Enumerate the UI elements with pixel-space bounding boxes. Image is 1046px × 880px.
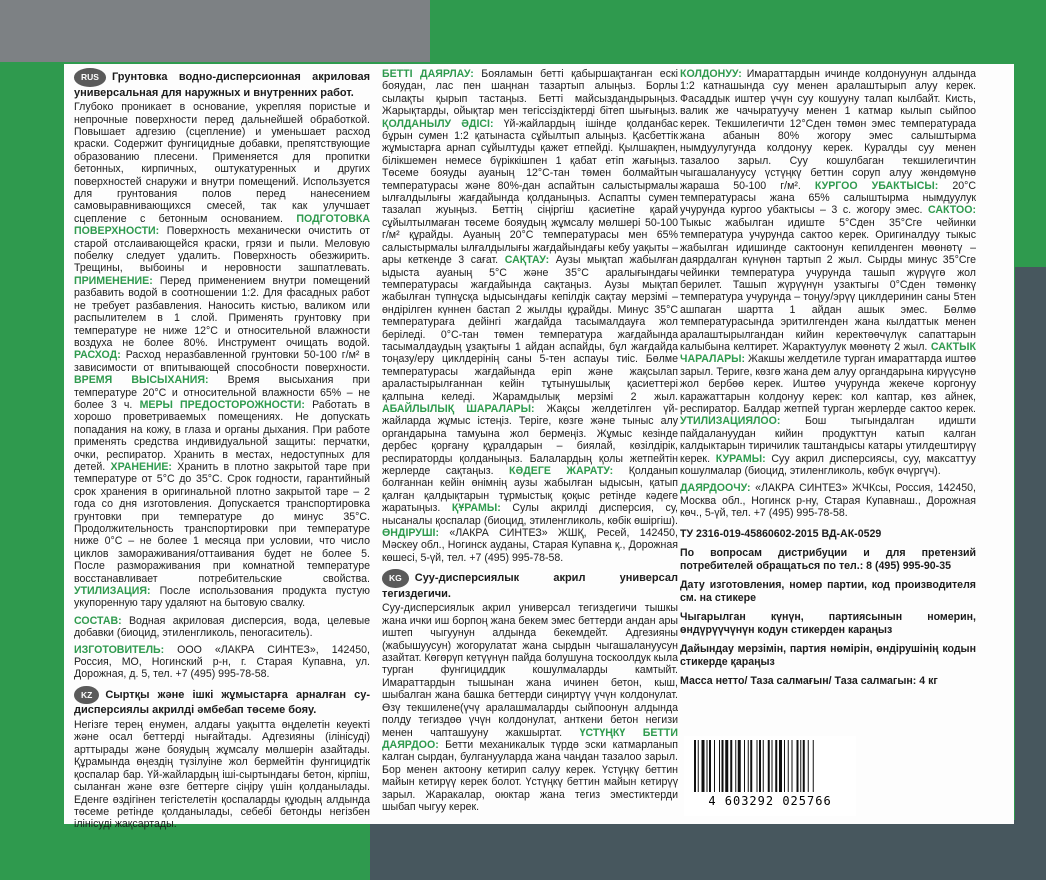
kz-disposal-text: Қолданып болғаннан кейін өнімнің аузы жабылған ыдысын, қатып қалған қалдықтарын тұрмыстық қоқыс ретінде кәдеге жаратыңыз. xyxy=(382,465,679,515)
production-date-kg: Чыгарылган күнүн, партиясынын номерин, өндүрүүчүнүн кодун стикерден караңыз xyxy=(680,610,976,636)
barcode-bar xyxy=(725,740,728,792)
column-1 xyxy=(74,68,370,836)
kg-manufacturer-text: «ЛАКРА СИНТЕЗ» ЖЧКсы, Россия, 142450, Москва обл., Ногинск р-ну, Старая Купавнаш., Дорожная көч., 5-үй, тел. +7 (495) 995-78-58. xyxy=(680,482,976,520)
kz-prep-text: Бояламын бетті қабыршақтанған ескі бояудан, лас пен шаңнан тазартып алыңыз. Борлы сылақты қырып тастаңыз. Бетті майсыздандырыңыз. Жарықтарды, ойықтар мен тегіссіздіктерді бітеп шығыңыз. xyxy=(382,68,678,118)
rus-consumption-heading: РАСХОД: xyxy=(74,349,121,362)
kz-intro: Негізге терең енумен, алдағы уақытта өңделетін кеуекті және осал беттерді нығайтады. Адгезияны (ілінісуді) арттырады және бояудың жұмсалу мөлшерін азайтады. Құрамында өңездің түзілуіне жол бермейтін фунгицидтік қоспалар бар. Үй-жайлардың іші-сыртындағы бетон, кірпіш, сыланған және өзге беттерге сіңіру үшін қолданылады. Еденге өздігінен тегістелетін қоспаларды құюдың алдында төсеме ретінде қолданылады, себебі бетонды негізбен ілінісуді жақсартады. xyxy=(74,719,370,831)
barcode-digits: 4 603292 025766 xyxy=(708,794,832,808)
kg-prep-text: Бетти механикалык түрдө эски катмарланып калган сырдан, булганууларда жана чаңдан тазалоо зарыл. Бор менен актоону кетирип салуу керек. Үстүңкү беттин майын кетирүү керек болот. Үстүңкү беттин майын кетирүү зарыл. Жаракалар, оюктар жана тегиз эместиктерди шыбап чыгуу керек. xyxy=(382,738,678,813)
kg-composition-text: Суу акрил дисперсиясы, суу, максаттуу кошулмалар (биоцид, этиленгликоль, көбүк өчүргүч). xyxy=(680,452,976,477)
kg-drying-heading: КУРГОО УБАКТЫСЫ: xyxy=(814,179,939,192)
barcode-bar xyxy=(694,740,696,792)
kg-safety-text: Жакшы желдетиле турган имараттарда иштөө зарыл. Териге, көзгө жана дем алуу органдарына кирүүсүнө жол бербөө керек. Иштөө учурунда жекече коргонуу каражаттарын колдонуу керек: кол каптар, көз айнек, респиратор. Балдар жетпей турган жерлерде сактоо керек. xyxy=(680,353,977,415)
kz-use-heading: ҚОЛДАНЫЛУ ӘДІСІ: xyxy=(382,117,494,130)
barcode-bar xyxy=(792,740,793,792)
kz-disposal-heading: КӘДЕГЕ ЖАРАТУ: xyxy=(509,465,614,477)
top-middle-green-band xyxy=(430,0,620,62)
left-green-band xyxy=(0,62,60,880)
barcode-bar xyxy=(698,740,699,792)
barcode-bar xyxy=(714,740,715,792)
rus-use-heading: ПРИМЕНЕНИЕ: xyxy=(74,274,153,287)
barcode-bar xyxy=(707,740,708,792)
kg-title-block xyxy=(382,569,678,600)
barcode-bar xyxy=(797,740,799,792)
production-date-kz: Дайындау мерзімін, партия нөмірін, өндірушінің кодын стикерде қараңыз xyxy=(680,642,976,668)
kg-use-text: Имараттардын ичинде колдонуунун алдында 1:2 катнашында суу менен аралаштырып алуу керек. Фасаддык иштер үчүн суу кошууну талап кылбайт. Кисть, валик же чачыратуучу менен 1 катмар кылып сыйпоо керек. Текшилегичти 12°Сден төмөн эмес температурада жана абанын 80% жогору эмес салыштырма нымдуулугунда колдонуу керек. Куралды суу менен тазалоо зарыл. Суу кошулбаган текшилегичтин чыгашалануусу үстүңкү беттин соруп алуу жөндөмүнө жараша 50-100 г/м². xyxy=(680,68,976,192)
barcode-bar xyxy=(803,740,805,792)
barcode-bar xyxy=(759,740,761,792)
kz-storage-heading: САҚТАУ: xyxy=(504,254,550,267)
barcode-bar xyxy=(730,740,732,792)
rus-storage-heading: ХРАНЕНИЕ: xyxy=(110,460,172,473)
right-dark-band xyxy=(1015,267,1046,880)
rus-safety-heading: МЕРЫ ПРЕДОСТОРОЖНОСТИ: xyxy=(139,398,305,411)
kz-storage-text: Аузы мықтап жабылған ыдыста ауаның 5°С және 35°С аралығындағы температурасы жағдайында сақтаңыз. Аузы мықтап жабылған түпнұсқа ыдысындағы кепілдік сақтау мерзімі – өндірілген күннен бастап 2 жылды құрайды. Минус 35°С температураға дейінгі жағдайда тасымалдауға жол беріледі. 0°С-тан төмен температура жағдайында тасымалдаудың ұзақтығы 1 айдан аспайды, бұл жағдайда тоңазу/еру циклдерінің саны 5-тен аспауы тиіс. Бөлме температурасы жағдайында еріп және жақсылап араластырылғаннан кейін тұтынушылық қасиеттері қалпына келеді. Жарамдылық мерзімі 2 жыл. xyxy=(382,254,678,403)
kz-use-text: Үй-жайлардың ішінде қолданбас бұрын сумен 1:2 қатынаста сұйылтып алыңыз. Қасбеттік жұмыстарға арнап сұйылтуды қажет етпейді. Қылшақпен, білікшемен немесе бүріккішпен 1 қабат етіп жағыңыз. Төсеме бояуды ауаның 12°С-тан төмен болмайтын температурасы және 80%-дан аспайтын салыстырмалы ылғалдылығы жағдайында қолданыңыз. Аспапты сумен тазалап жуыңыз. Беттің сіңіргіш қасиетіне қарай сұйылтылмаған төсеме бояудың жұмсалу мөлшері 50-100 г/м² құрайды. Ауаның 20°С температурасы мен 65% салыстырмалы ылғалдылығы жағдайындағы кебу уақыты – ары кеткенде 3 сағат. xyxy=(382,117,678,267)
bottom-right-dark-band xyxy=(630,820,1046,880)
column-3 xyxy=(680,68,976,694)
kg-drying-text: 20°С температурасы жана 65% салыштырма нымдуулук учурунда кургоо убактысы – 3 с. жогору эмес. xyxy=(680,179,976,217)
production-date-ru: Дату изготовления, номер партии, код производителя см. на стикере xyxy=(680,578,976,604)
kz-composition-text: Сулы акрилді дисперсия, су, нысаналы қоспалар (биоцид, этиленгликоль, көбік өшіргіш). xyxy=(382,502,678,527)
barcode-bar xyxy=(788,740,789,792)
barcode-bar xyxy=(813,740,814,792)
column-2 xyxy=(382,68,678,818)
bottom-middle-dark-band xyxy=(370,820,630,880)
kz-safety-text: Жақсы желдетілген үй-жайларда жұмыс істеңіз. Теріге, көзге және тыныс алу органдарына тамуына жол бермеңіз. Жұмыс кезінде дербес қорғану құралдарын – биялай, көзілдірік, респираторды қолданыңыз. Балалардың қолы жетпейтін жерлерде сақтаңыз. xyxy=(382,402,678,477)
right-green-band xyxy=(1015,62,1046,267)
kz-prep-heading: БЕТТІ ДАЯРЛАУ: xyxy=(382,68,474,80)
barcode-bar xyxy=(748,740,749,792)
kg-disposal-text: Бош тыгындалган идишти пайдалануудан кийин продукттун катып калган калдыктарын тиричилик таштандысы катары утилдештирүү керек. xyxy=(680,415,976,465)
kg-intro: Суу-дисперсиялык акрил универсал тегиздегичи тышкы жана ички иш борпоң жана бекем эмес беттерди андан ары иштеп чыгуунун алдында бекемдейт. Адгезияны (жабышуусун) жогорулатат жана сырдын чыгашалануусун азайтат. Көгөрүп кетүүнүн пайда болушуна тоскоолдук кыла турган фунгициддик кошулмаларды камтыйт. Имараттардын тышынан жана ичинен бетон, кыш, шыбалган жана башка беттерди сиңиртүү үчүн колдонулат. Өзү текшилене(үчү аралашмаларды сыйпоонун алдында полду тегиздөө үчүн колдонулат, анткени бетон негизи менен чапташууну жакшыртат. xyxy=(382,602,678,739)
kg-composition-heading: КУРАМЫ: xyxy=(715,452,766,465)
barcode-bar xyxy=(800,740,801,792)
barcode-bar xyxy=(763,740,764,792)
rus-prep-text: Поверхность механически очистить от старой отслаивающейся краски, грязи и пыли. Меловую побелку следует удалить. Поверхность обезжирить. Трещины, выбоины и неровности зашпатлевать. xyxy=(74,225,370,275)
kg-title: Суу-дисперсиялык акрил универсал тегиздегичи. xyxy=(382,572,678,600)
barcode-bar xyxy=(722,740,724,792)
barcode-bar xyxy=(750,740,752,792)
rus-storage-text: Хранить в плотно закрытой таре при температуре от 5°С до 35°С. Срок годности, гарантийный срок хранения в оригинальной плотно закрытой таре – 2 года со дня изготовления. Допускается транспортировка грунтовки при температуре до минус 35°С. Продолжительность транспортировки при температуре ниже 0°С – не более 1 месяца при условии, что число циклов замораживания/оттаивания будет не более 5. После размораживания при комнатной температуре восстанавливает потребительские свойства. xyxy=(74,460,370,585)
rus-consumption-text: Расход неразбавленной грунтовки 50-100 г/м² в зависимости от впитывающей способности поверхности. xyxy=(74,349,370,374)
kg-disposal-heading: УТИЛИЗАЦИЯЛОО: xyxy=(680,415,781,428)
barcode-bars xyxy=(692,740,848,796)
barcode-bar xyxy=(757,740,758,792)
barcode-bar xyxy=(779,740,782,792)
kz-title: Сыртқы және ішкі жұмыстарға арналған су-дисперсиялы акрилді әмбебап төсеме бояу. xyxy=(74,689,370,717)
barcode-bar xyxy=(709,740,711,792)
barcode-bar xyxy=(775,740,777,792)
rus-disposal-heading: УТИЛИЗАЦИЯ: xyxy=(74,585,151,598)
rus-manufacturer-heading: ИЗГОТОВИТЕЛЬ: xyxy=(74,643,165,656)
rus-title-block xyxy=(74,68,370,99)
barcode-bar xyxy=(738,740,741,792)
barcode xyxy=(684,736,856,816)
product-info xyxy=(680,528,976,688)
kg-storage-heading: САКТОО: xyxy=(928,204,976,217)
rus-intro: Глубоко проникает в основание, укрепляя пористые и непрочные поверхности перед дальнейшей обработкой. Повышает адгезию (сцепление) и уменьшает расход краски. Содержит фунгицидные добавки, препятствующие образованию плесени. Применяется для пропитки бетонных, кирпичных, оштукатуренных и других поверхностей снаружи и внутри помещений. Используется для грунтования полов перед нанесением самовыравнивающихся смесей, так как улучшает сцепление с бетонным основанием. xyxy=(74,101,370,225)
top-right-green-band xyxy=(620,0,1046,62)
kz-badge: KZ xyxy=(74,686,99,705)
kz-manufacturer-heading: ӨНДІРУШІ: xyxy=(382,527,440,540)
kg-prep-heading: ҮСТҮҢКҮ БЕТТИ ДАЯРДОО: xyxy=(382,726,678,751)
kg-badge: KG xyxy=(382,569,409,588)
rus-use-text: Перед применением внутри помещений разбавить водой в соотношении 1:2. Для фасадных работ не требует разбавления. Наносить кистью, валиком или распылителем в 1 слой. Применять грунтовку при температуре не ниже 12°С и относительной влажности воздуха не более 80%. Инструмент очищать водой. xyxy=(74,274,370,349)
top-left-gray-band xyxy=(0,0,430,62)
kz-title-block xyxy=(74,686,370,717)
rus-drying-text: Время высыхания при температуре 20°С и относительной влажности 65% – не более 3 ч. xyxy=(74,374,370,411)
barcode-bar xyxy=(744,740,745,792)
barcode-bar xyxy=(768,740,770,792)
rus-disposal-text: После использования продукта пустую укупоренную тару удаляют на бытовую свалку. xyxy=(74,585,370,610)
rus-composition-text: Водная акриловая дисперсия, вода, целевые добавки (биоцид, этиленгликоль, пеногаситель). xyxy=(74,614,370,640)
barcode-bar xyxy=(808,740,809,792)
kg-manufacturer-heading: ДАЯРДООЧУ: xyxy=(680,482,751,495)
rus-safety-text: Работать в хорошо проветриваемых помещениях. Не допускать попадания на кожу, в глаза и органы дыхания. При работе применять средства индивидуальной защиты: перчатки, очки, респиратор. Хранить в местах, недоступных для детей. xyxy=(74,398,370,473)
rus-badge: RUS xyxy=(74,68,106,87)
barcode-bar xyxy=(772,740,773,792)
net-weight: Масса нетто/ Таза салмағын/ Таза салмагын: 4 кг xyxy=(680,674,938,687)
kg-use-heading: КОЛДОНУУ: xyxy=(680,68,742,80)
rus-prep-heading: ПОДГОТОВКА ПОВЕРХНОСТИ: xyxy=(74,212,370,238)
barcode-bar xyxy=(719,740,720,792)
product-label xyxy=(64,64,1014,831)
kz-safety-heading: АБАЙЛЫЛЫҚ ШАРАЛАРЫ: xyxy=(382,402,535,415)
rus-manufacturer-text: ООО «ЛАКРА СИНТЕЗ», 142450, Россия, МО, Ногинский р-н, г. Старая Купавна, ул. Дорожная, д. 5, тел. +7 (495) 995-78-58. xyxy=(74,643,370,681)
barcode-bar xyxy=(784,740,785,792)
rus-title: Грунтовка водно-дисперсионная акриловая универсальная для наружных и внутренних работ. xyxy=(74,71,370,99)
kg-safety-heading: САКТЫК ЧАРАЛАРЫ: xyxy=(680,340,976,366)
barcode-bar xyxy=(735,740,736,792)
distribution-contact: По вопросам дистрибуции и для претензий потребителей обращаться по тел.: 8 (495) 995-90-35 xyxy=(680,546,976,572)
barcode-bar xyxy=(702,740,705,792)
kz-manufacturer-text: «ЛАКРА СИНТЕЗ» ЖШҚ, Ресей, 142450, Мәскеу обл., Ногинск ауданы, Старая Купавна қ., Дорожная көшесі, 5-үй, тел. +7 (495) 995-78-58. xyxy=(382,527,678,564)
rus-drying-heading: ВРЕМЯ ВЫСЫХАНИЯ: xyxy=(74,374,209,387)
tu-code: ТУ 2316-019-45860602-2015 ВД-АК-0529 xyxy=(680,527,882,540)
kz-composition-heading: ҚҰРАМЫ: xyxy=(451,502,501,515)
kg-storage-text: Тыкыс жабылган идиште 5°Сден 35°Сге чейинки температура учурунда сактоо керек. Оригиналдуу тыкыс жабылган идишинде сактоонун кепилденген мөөнөтү – даярдалган күнүнөн тартып 2 жыл. Сырды минус 35°Сге чейинки температура учурунда ташып жүрүүгө жол берилет. Ташып жүрүүнүн узактыгы 0°Сден төмөнкү температура учурунда – тоңуу/эрүү циклдеринин саны 5тен ашпаган шартта 1 айдан ашык эмес. Бөлмө температурасында эритилгенден жана кылдаттык менен аралаштырылгандан кийин керектөөчүлүк сапаттарын калыбына келтирет. Жарактуулук мөөнөтү 2 жыл. xyxy=(680,216,976,353)
rus-composition-heading: СОСТАВ: xyxy=(74,614,122,627)
